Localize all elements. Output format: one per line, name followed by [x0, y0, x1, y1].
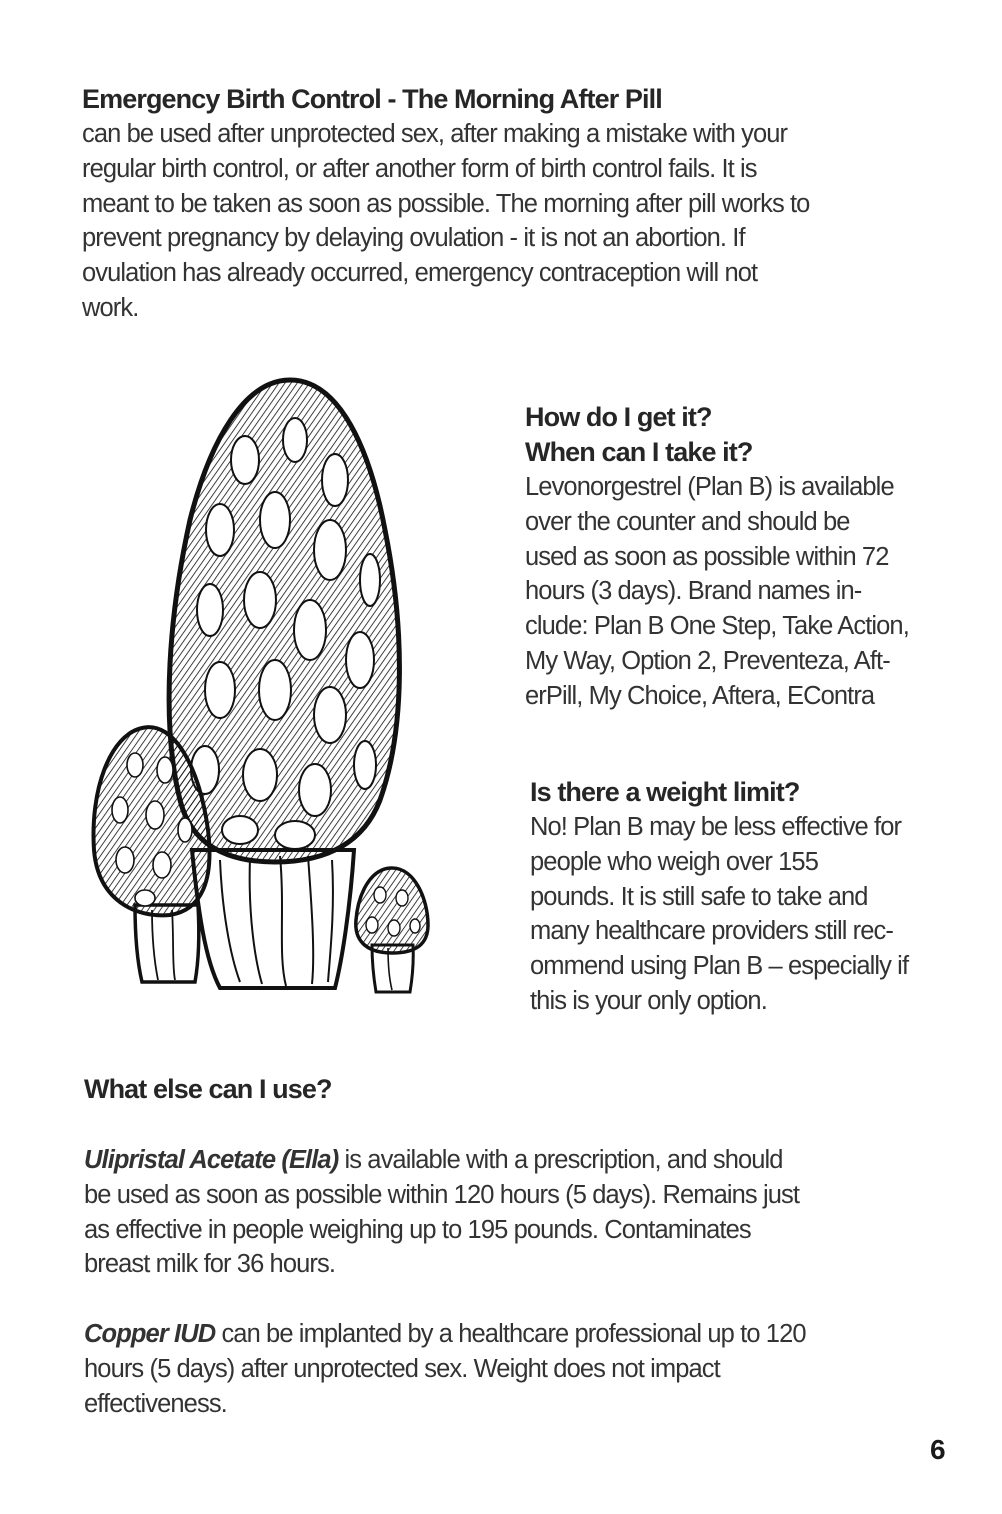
iud-first-line: can be implanted by a healthcare professional up to 120	[215, 1320, 806, 1348]
iud-line: effectiveness.	[84, 1389, 227, 1418]
how-section	[525, 400, 985, 714]
page-number: 6	[930, 1434, 946, 1465]
how-line: erPill, My Choice, Aftera, EContra	[525, 681, 875, 710]
ella-paragraph	[84, 1143, 944, 1282]
ella-first-line: is available with a prescription, and should	[338, 1146, 783, 1174]
how-paragraph	[525, 470, 985, 714]
ella-section	[84, 1143, 944, 1282]
weight-line: No! Plan B may be less effective for	[530, 813, 902, 841]
intro-line: work.	[82, 293, 139, 322]
iud-section	[84, 1317, 944, 1421]
intro-paragraph	[82, 117, 942, 326]
weight-line: ommend using Plan B – especially if	[530, 952, 909, 981]
weight-paragraph	[530, 810, 980, 1019]
how-line: over the counter and should be	[525, 507, 850, 536]
iud-name: Copper IUD	[84, 1320, 216, 1348]
how-line: hours (3 days). Brand names in-	[525, 577, 862, 606]
weight-line: people who weigh over 155	[530, 847, 818, 876]
how-line: My Way, Option 2, Preventeza, Aft-	[525, 646, 890, 675]
weight-heading: Is there a weight limit?	[530, 777, 800, 807]
how-heading-line: When can I take it?	[525, 437, 753, 467]
weight-line: pounds. It is still safe to take and	[530, 882, 868, 911]
how-line: used as soon as possible within 72	[525, 542, 889, 571]
else-heading: What else can I use?	[84, 1074, 332, 1104]
intro-line: meant to be taken as soon as possible. The morning after pill works to	[82, 189, 810, 218]
ella-name: Ulipristal Acetate (Ella)	[84, 1146, 339, 1174]
weight-line: this is your only option.	[530, 986, 767, 1015]
how-heading	[525, 400, 985, 470]
how-heading-line: How do I get it?	[525, 402, 712, 432]
intro-line: prevent pregnancy by delaying ovulation - it is not an abortion. If	[82, 224, 745, 253]
ella-line: be used as soon as possible within 120 hours (5 days). Remains just	[84, 1180, 800, 1209]
intro-title: Emergency Birth Control - The Morning After Pill	[82, 84, 662, 114]
weight-line: many healthcare providers still rec-	[530, 917, 893, 946]
intro-line: ovulation has already occurred, emergency contraception will not	[82, 259, 758, 288]
small-morel-left	[93, 727, 209, 982]
ella-line: as effective in people weighing up to 195 pounds. Contaminates	[84, 1215, 751, 1244]
iud-paragraph	[84, 1317, 944, 1421]
intro-line: can be used after unprotected sex, after making a mistake with your	[82, 120, 788, 148]
how-line: Levonorgestrel (Plan B) is available	[525, 473, 894, 501]
intro-line: regular birth control, or after another form of birth control fails. It is	[82, 154, 757, 183]
intro-section	[82, 82, 942, 326]
small-morel-right	[356, 868, 428, 992]
morel-mushrooms-illustration	[80, 370, 500, 1010]
weight-section	[530, 775, 980, 1019]
ella-line: breast milk for 36 hours.	[84, 1250, 336, 1279]
else-section	[84, 1072, 944, 1107]
how-line: clude: Plan B One Step, Take Action,	[525, 612, 909, 641]
iud-line: hours (5 days) after unprotected sex. Weight does not impact	[84, 1354, 720, 1383]
